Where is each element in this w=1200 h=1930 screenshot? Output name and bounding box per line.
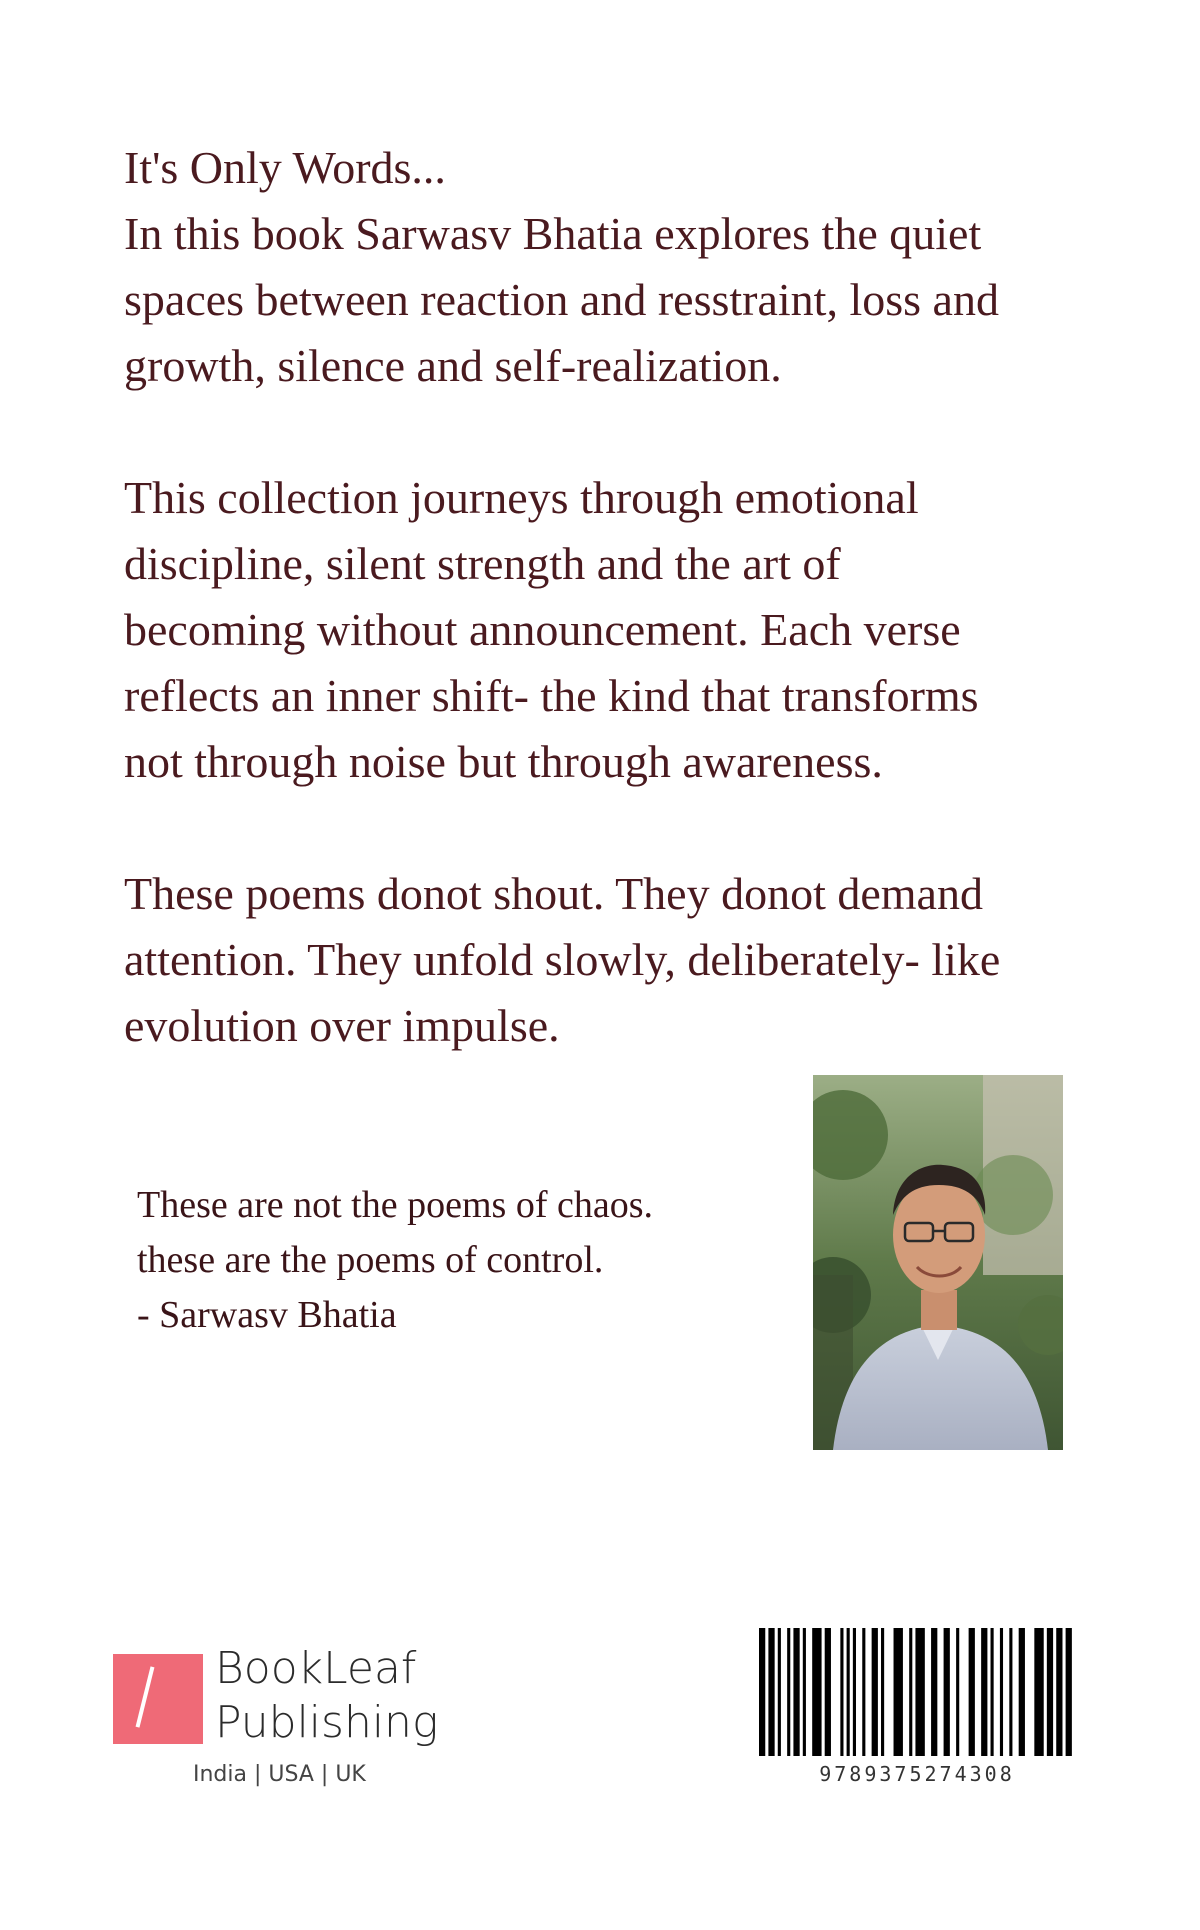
blurb-line: This collection journeys through emotional [124,472,919,523]
blurb-line: becoming without announcement. Each verse [124,604,961,655]
blurb-line: spaces between reaction and resstraint, loss and [124,274,999,325]
publisher-logo [113,1643,473,1800]
barcode-bar [853,1628,856,1756]
barcode-bar [825,1628,831,1756]
barcode-bars [757,1628,1077,1756]
barcode-bar [840,1628,843,1756]
quote-attribution: - Sarwasv Bhatia [137,1294,397,1336]
blurb-line: These poems donot shout. They donot demand [124,868,983,919]
barcode-bar [812,1628,821,1756]
isbn-number: 9789375274308 [819,1762,1015,1786]
barcode-bar [915,1628,924,1756]
publisher-regions: India | USA | UK [193,1762,366,1787]
blurb [124,135,1104,1125]
publisher-name-line-2: Publishing [215,1697,439,1748]
barcode-bar [768,1628,774,1756]
blurb-line: attention. They unfold slowly, deliberately- like [124,934,1001,985]
quote-line: These are not the poems of chaos. [137,1184,653,1226]
blurb-line: not through noise but through awareness. [124,736,883,787]
barcode-bar [872,1628,878,1756]
barcode-bar [793,1628,799,1756]
barcode-bar [1047,1628,1053,1756]
barcode-bar [881,1628,884,1756]
barcode-bar [969,1628,975,1756]
barcode-bar [1000,1628,1003,1756]
slash-icon [136,1666,155,1727]
isbn-barcode [757,1628,1077,1788]
barcode-bar [787,1628,790,1756]
barcode-bar [931,1628,937,1756]
publisher-name [215,1642,438,1750]
author-quote [137,1178,653,1343]
author-photo [813,1075,1063,1450]
quote-line: these are the poems of control. [137,1239,604,1281]
barcode-bar [1066,1628,1072,1756]
barcode-bar [847,1628,850,1756]
barcode-bar [1034,1628,1043,1756]
blurb-line: reflects an inner shift- the kind that transforms [124,670,979,721]
blurb-line: evolution over impulse. [124,1000,560,1051]
blurb-paragraph-2 [124,465,1104,795]
barcode-bar [956,1628,959,1756]
barcode-bar [1056,1628,1062,1756]
barcode-bar [862,1628,865,1756]
publisher-name-line-1: BookLeaf [215,1643,417,1694]
barcode-bar [803,1628,806,1756]
barcode-bar [909,1628,912,1756]
barcode-bar [991,1628,994,1756]
book-title: It's Only Words... [124,142,446,193]
blurb-line: discipline, silent strength and the art of [124,538,841,589]
barcode-bar [1009,1628,1012,1756]
barcode-bar [894,1628,903,1756]
bookleaf-logo-icon [113,1654,203,1744]
blurb-paragraph-3 [124,861,1104,1059]
barcode-bar [981,1628,987,1756]
blurb-paragraph-1 [124,135,1104,399]
blurb-line: growth, silence and self-realization. [124,340,782,391]
barcode-bar [1019,1628,1025,1756]
barcode-bar [759,1628,765,1756]
barcode-bar [778,1628,781,1756]
barcode-bar [944,1628,950,1756]
blurb-line: In this book Sarwasv Bhatia explores the quiet [124,208,982,259]
